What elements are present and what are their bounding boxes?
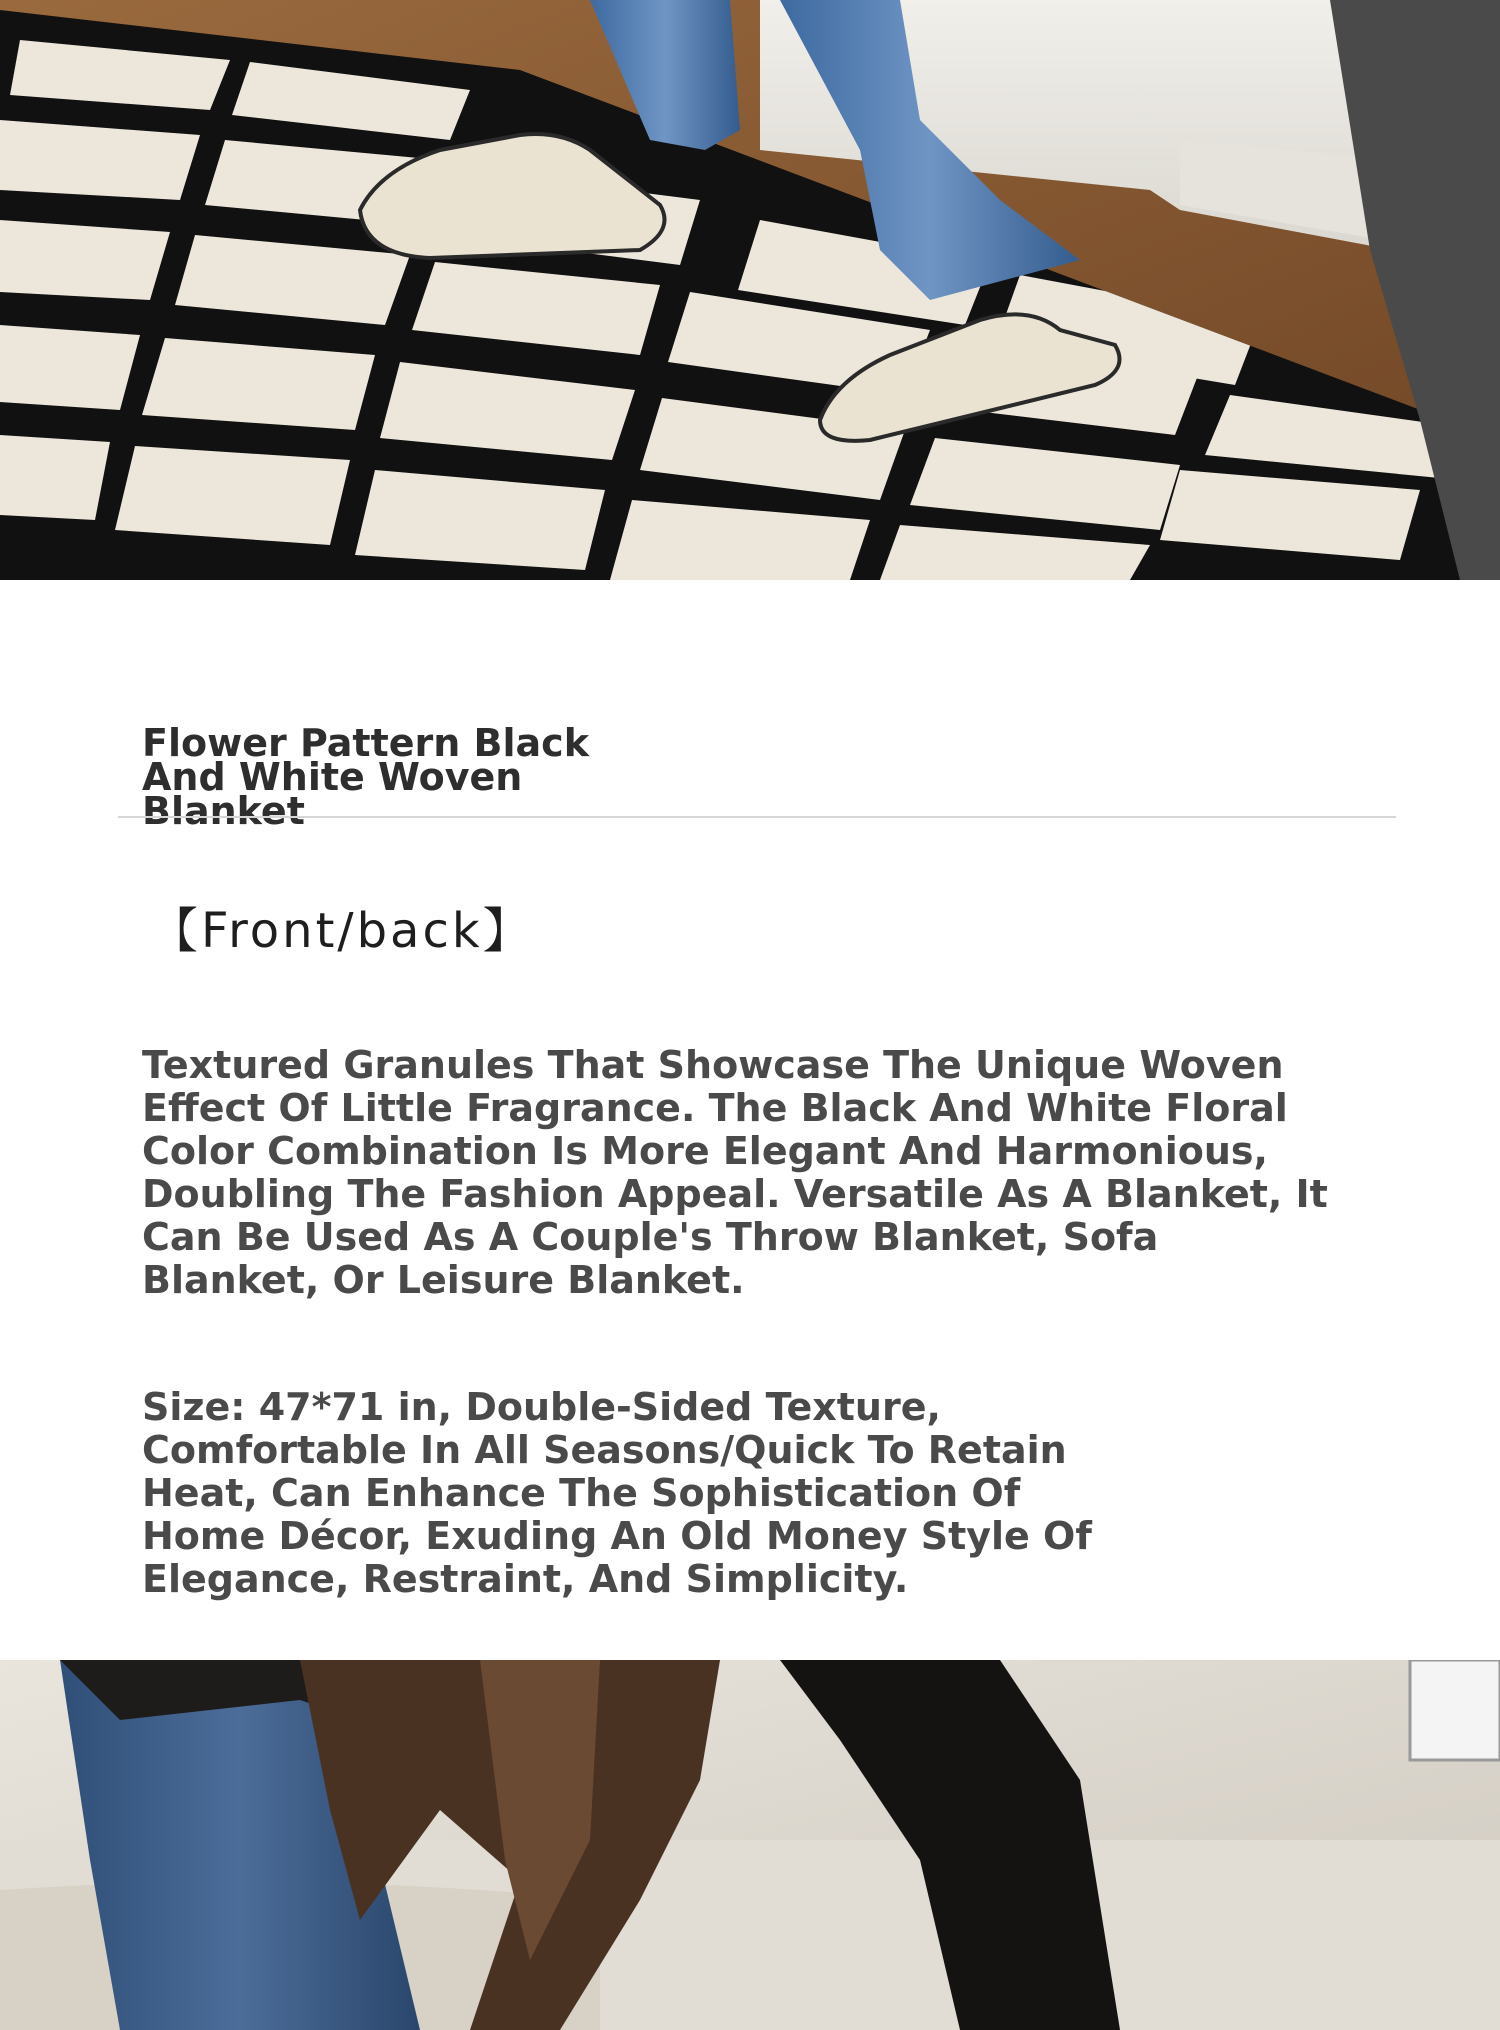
bottom-product-photo xyxy=(0,1660,1500,2030)
product-description: Textured Granules That Showcase The Unique Woven Effect Of Little Fragrance. The Black And White Floral Color Combination Is More Elegant And Harmonious, Doubling The Fashion Appeal. Versatile As A Blanket, It Can Be Used As A Couple's Throw Blanket, Sofa Blanket, Or Leisure Blanket. xyxy=(142,1043,1328,1302)
top-product-photo xyxy=(0,0,1500,580)
product-title: Flower Pattern Black And White Woven Blanket xyxy=(142,721,589,833)
section-heading: 【Front/back】 xyxy=(150,903,534,959)
title-divider xyxy=(118,816,1396,818)
person-on-sofa-illustration xyxy=(0,1660,1500,2030)
rug-slippers-illustration xyxy=(0,0,1500,580)
product-size-info: Size: 47*71 in, Double-Sided Texture, Comfortable In All Seasons/Quick To Retain Heat, Can Enhance The Sophistication Of Home Décor, Exuding An Old Money Style Of Elegance, Restraint, And Simplicity. xyxy=(142,1385,1092,1601)
